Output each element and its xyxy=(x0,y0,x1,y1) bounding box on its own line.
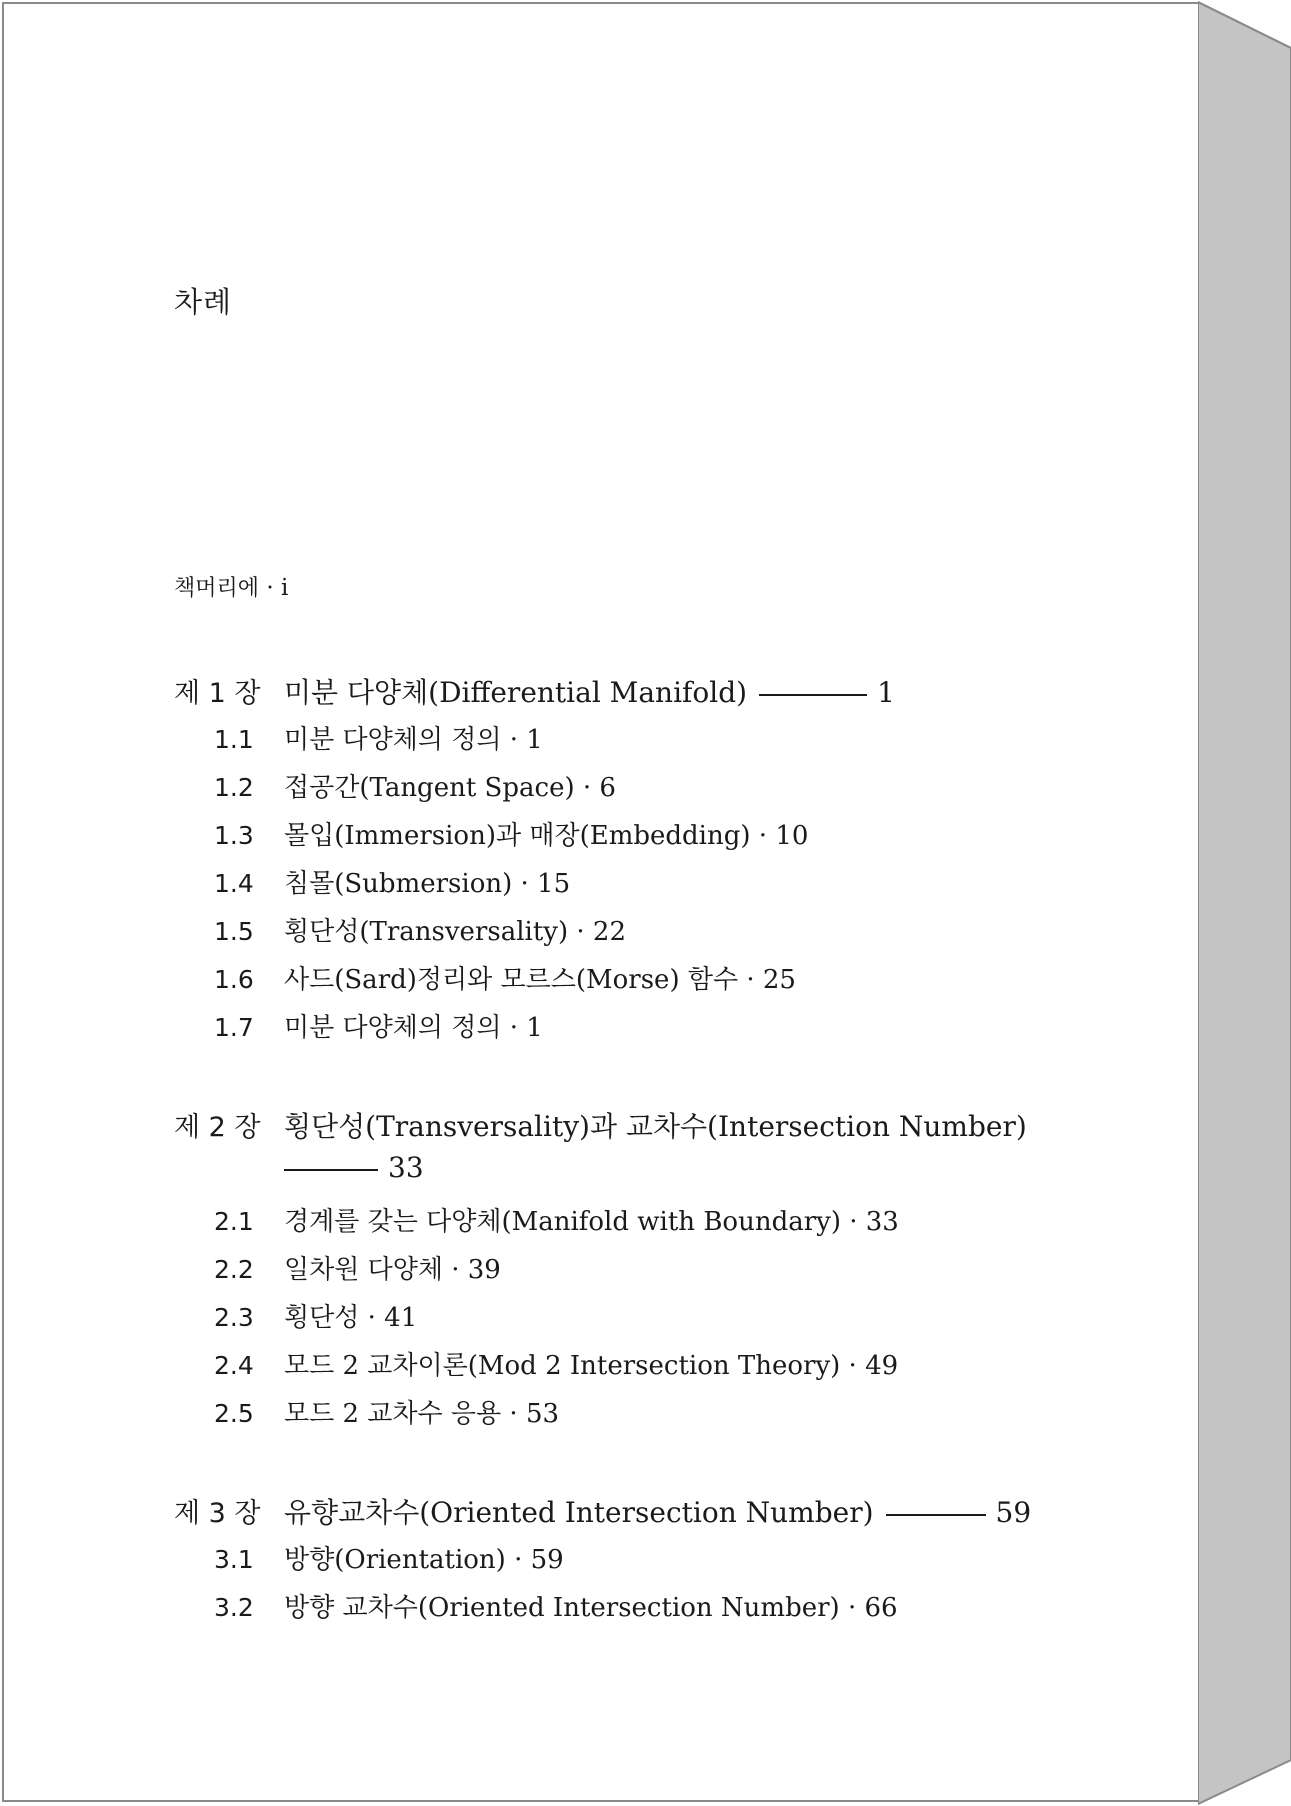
section-3-1: 3.1 방향(Orientation) · 59 xyxy=(214,1545,564,1575)
chapter-title: 미분 다양체(Differential Manifold) xyxy=(284,676,748,709)
section-number: 3.1 xyxy=(214,1545,254,1574)
preface-separator: · xyxy=(266,575,274,601)
section-title: 횡단성 xyxy=(284,1303,360,1333)
toc-page xyxy=(2,2,1198,1802)
book-spine xyxy=(1198,0,1291,1806)
section-1-2: 1.2 접공간(Tangent Space) · 6 xyxy=(214,773,616,803)
section-title: 침몰(Submersion) xyxy=(284,869,513,899)
chapter-label: 제 3 장 xyxy=(174,1498,261,1529)
section-page: 33 xyxy=(865,1207,899,1237)
preface-page: i xyxy=(280,575,289,601)
leader-line xyxy=(759,694,867,696)
section-title: 모드 2 교차이론(Mod 2 Intersection Theory) xyxy=(284,1351,841,1381)
section-page: 53 xyxy=(525,1399,560,1429)
section-number: 2.4 xyxy=(214,1351,254,1380)
chapter-title: 횡단성(Transversality)과 교차수(Intersection Number) xyxy=(284,1110,1027,1143)
section-number: 1.4 xyxy=(214,869,254,898)
section-title: 사드(Sard)정리와 모르스(Morse) 함수 xyxy=(284,965,739,995)
section-page: 6 xyxy=(599,773,616,803)
section-page: 22 xyxy=(592,917,627,947)
section-2-5: 2.5 모드 2 교차수 응용 · 53 xyxy=(214,1399,560,1429)
chapter-2-continuation xyxy=(284,1151,424,1184)
section-1-4: 1.4 침몰(Submersion) · 15 xyxy=(214,869,571,899)
section-title: 미분 다양체의 정의 xyxy=(284,1013,502,1043)
section-number: 2.2 xyxy=(214,1255,254,1284)
section-2-1: 2.1 경계를 갖는 다양체(Manifold with Boundary) · 33 xyxy=(214,1207,899,1237)
section-number: 1.7 xyxy=(214,1013,254,1042)
section-title: 미분 다양체의 정의 xyxy=(284,725,502,755)
section-title: 횡단성(Transversality) xyxy=(284,917,569,947)
section-1-7: 1.7 미분 다양체의 정의 · 1 xyxy=(214,1013,543,1043)
section-number: 1.5 xyxy=(214,917,254,946)
chapter-title: 유향교차수(Oriented Intersection Number) xyxy=(284,1496,874,1529)
section-number: 3.2 xyxy=(214,1593,254,1622)
section-1-6: 1.6 사드(Sard)정리와 모르스(Morse) 함수 · 25 xyxy=(214,965,796,995)
section-page: 39 xyxy=(467,1255,501,1285)
chapter-2 xyxy=(174,1105,1027,1184)
toc-title: 차례 xyxy=(174,285,233,319)
section-1-3: 1.3 몰입(Immersion)과 매장(Embedding) · 10 xyxy=(214,821,809,851)
chapter-page: 1 xyxy=(877,676,895,709)
section-page: 10 xyxy=(775,821,809,851)
section-page: 1 xyxy=(526,725,543,755)
section-title: 경계를 갖는 다양체(Manifold with Boundary) xyxy=(284,1207,841,1237)
section-1-5: 1.5 횡단성(Transversality) · 22 xyxy=(214,917,627,947)
section-page: 15 xyxy=(537,869,571,899)
section-2-4: 2.4 모드 2 교차이론(Mod 2 Intersection Theory) · 49 xyxy=(214,1351,899,1381)
section-number: 2.1 xyxy=(214,1207,254,1236)
section-title: 몰입(Immersion)과 매장(Embedding) xyxy=(284,821,751,851)
section-3-2: 3.2 방향 교차수(Oriented Intersection Number) · 66 xyxy=(214,1593,898,1623)
chapter-page: 59 xyxy=(995,1496,1032,1529)
section-number: 2.5 xyxy=(214,1399,254,1428)
section-title: 방향 교차수(Oriented Intersection Number) xyxy=(284,1593,840,1623)
preface-label: 책머리에 xyxy=(174,576,260,601)
leader-line xyxy=(284,1169,378,1171)
chapter-3 xyxy=(174,1491,1031,1531)
section-page: 25 xyxy=(762,965,796,995)
section-number: 1.3 xyxy=(214,821,254,850)
chapter-label: 제 1 장 xyxy=(174,678,261,709)
section-2-3: 2.3 횡단성 · 41 xyxy=(214,1303,418,1333)
section-page: 59 xyxy=(530,1545,564,1575)
section-title: 방향(Orientation) xyxy=(284,1545,506,1575)
section-1-1: 1.1 미분 다양체의 정의 · 1 xyxy=(214,725,543,755)
section-title: 일차원 다양체 xyxy=(284,1255,443,1285)
section-page: 49 xyxy=(865,1351,899,1381)
section-number: 1.6 xyxy=(214,965,254,994)
chapter-page: 33 xyxy=(388,1151,424,1184)
section-number: 1.1 xyxy=(214,725,254,754)
section-number: 1.2 xyxy=(214,773,254,802)
section-title: 접공간(Tangent Space) xyxy=(284,773,575,803)
section-2-2: 2.2 일차원 다양체 · 39 xyxy=(214,1255,501,1285)
leader-line xyxy=(886,1514,986,1516)
section-title: 모드 2 교차수 응용 xyxy=(284,1399,502,1429)
section-number: 2.3 xyxy=(214,1303,254,1332)
section-page: 41 xyxy=(384,1303,418,1333)
chapter-label: 제 2 장 xyxy=(174,1112,261,1143)
preface-entry xyxy=(174,571,288,602)
section-page: 1 xyxy=(526,1013,543,1043)
chapter-1 xyxy=(174,671,895,711)
section-page: 66 xyxy=(864,1593,898,1623)
